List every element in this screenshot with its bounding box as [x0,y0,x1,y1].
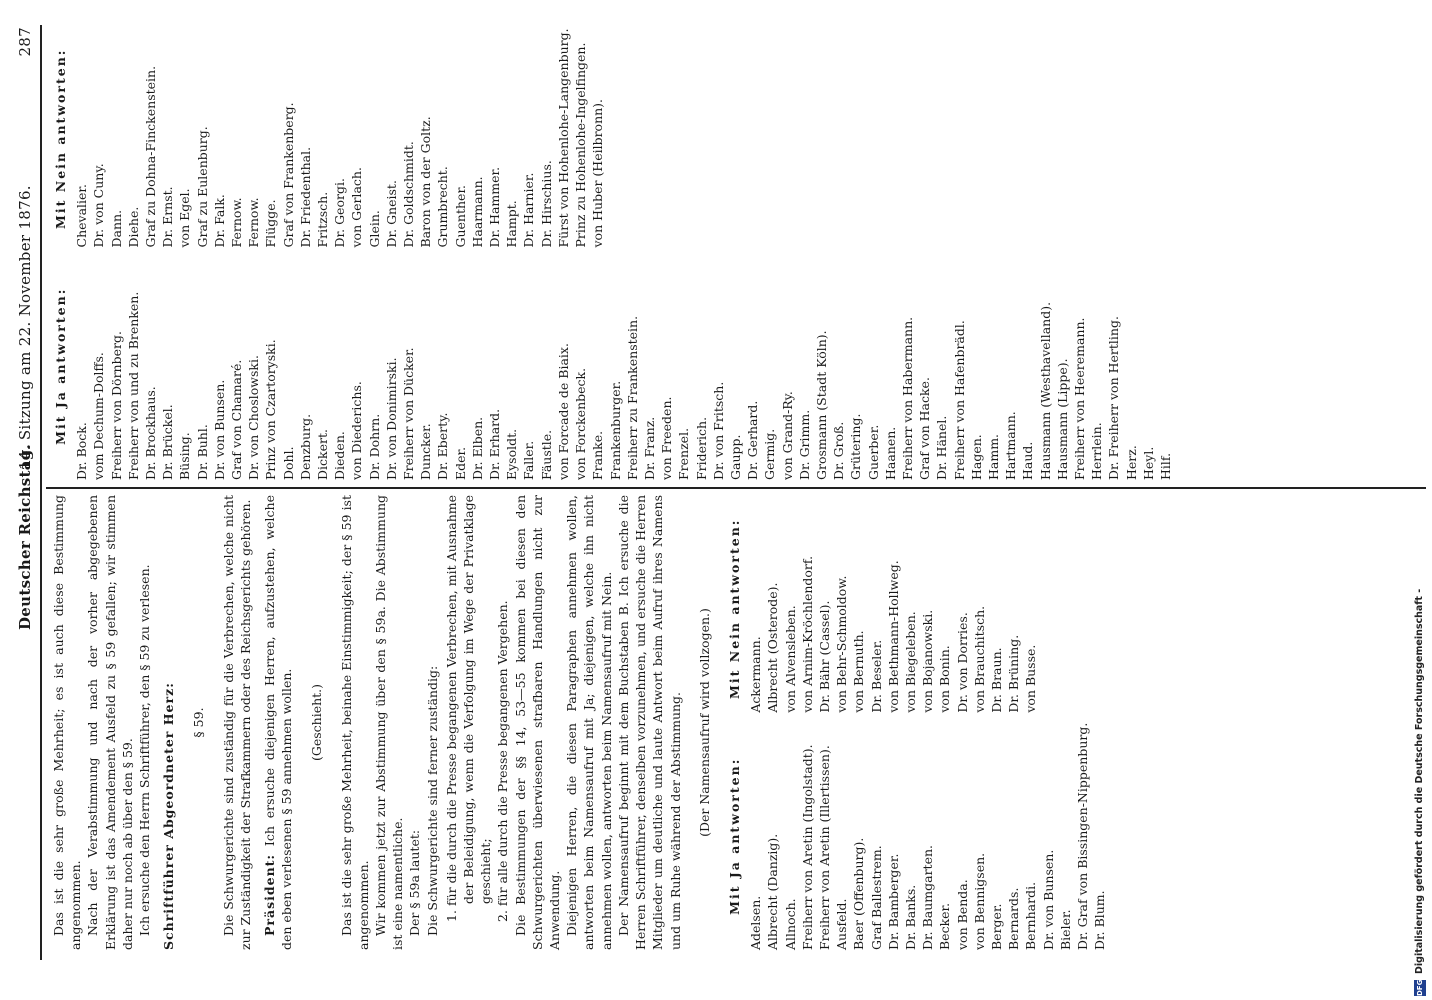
member-name: Dr. Groß. [831,421,847,480]
member-name: Ausfeld. [834,898,850,950]
member-name: Hagen. [968,434,984,480]
secretary-label: Schriftführer Abgeordneter Herz: [161,682,177,950]
member-name: Berger. [988,903,1004,950]
left-59a-items-paragraph: 2. für alle durch die Presse begangenen Vergehen. [495,600,511,922]
member-name: Grosmann (Stadt Köln). [813,330,829,480]
member-name: Germig. [762,428,778,480]
member-name: von Bojanowski. [920,609,936,713]
dfg-logo-icon: DFG [1416,979,1424,996]
member-name: Dohl. [280,446,296,480]
header-title: Deutscher Reichstag. [16,443,34,630]
member-name: von Arnim-Kröchlendorf. [799,555,815,713]
member-name: von Bonin. [937,645,953,713]
left-closing-paragraph: Diejenigen Herren, die diesen Paragraphen annehmen wollen, antworten beim Namensaufruf mit Ja; diejenigen, welche ihn nicht annehmen wollen, antworten beim Namensaufruf mit Nein. [564,495,614,950]
member-name: von Forcade de Biaix. [555,343,571,480]
member-name: Fäustle. [538,429,554,480]
member-name: Fürst von Hohenlohe-Langenburg. [555,28,571,248]
member-name: Diehe. [125,206,141,248]
member-name: Faller. [521,440,537,480]
header-rule [40,25,42,960]
member-name: Bernards. [1006,887,1022,950]
member-name: Dr. Braun. [988,647,1004,713]
section-59-text: Die Schwurgerichte sind zuständig für die Verbrechen, welche nicht zur Zuständigkeit der Strafkammern oder des Reichsgerichts gehören. [220,495,253,950]
member-name: Hausmann (Westhavelland). [1037,301,1053,480]
member-name: Freiherr von Aretin (Ingolstadt). [799,744,815,950]
left-vote-lists [747,495,1108,950]
page-number: 287 [16,27,34,57]
member-name: Dr. von Cuny. [91,163,107,248]
member-name: vom Dechum-Dolffs. [91,352,107,480]
member-name: Dr. Graf von Bissingen-Nippenburg. [1074,722,1090,950]
page-header [14,25,40,960]
member-name: Graf Ballestrem. [868,845,884,950]
left-intro-paragraph: Nach der Verabstimmung und nach der vorher abgegebenen Erklärung ist das Amendement Ausfeld zu § 59 gefallen; wir stimmen daher nur noch ab über den § 59. [85,495,135,950]
member-name: Graf zu Dohna-Finckenstein. [143,65,159,248]
left-closing [512,495,684,950]
member-name: von Benda. [954,879,970,950]
left-no-list [747,495,1108,713]
member-name: Ackermann. [748,636,764,713]
member-name: Graf von Frankenberg. [280,102,296,248]
member-name: von Behr-Schmoldow. [834,575,850,713]
member-name: von Diederichs. [349,381,365,480]
left-results-paragraph: Wir kommen jetzt zur Abstimmung über den § 59a. Die Abstimmung ist eine namentliche. [373,495,406,950]
member-name: Hampt. [504,200,520,248]
member-name: von Brauchitsch. [971,605,987,713]
stage-direction-1: (Geschieht.) [308,683,324,762]
header-session: 14. Sitzung am 22. November 1876. [16,185,34,470]
member-name: Dr. von Fritsch. [710,381,726,480]
member-name: Graf von Hacke. [917,377,933,480]
member-name: Albrecht (Danzig). [765,833,781,950]
member-name: Dr. Hammer. [487,166,503,248]
member-name: Dr. Georgi. [332,178,348,248]
member-name: Dr. Bamberger. [885,853,901,950]
member-name: von Grand-Ry. [779,391,795,480]
left-yes-heading: Mit Ja antworten: [726,757,742,915]
member-name: Bernhardi. [1023,881,1039,950]
left-closing-paragraph: Die Bestimmungen der §§ 14, 53—55 kommen bei diesen den Schwurgerichten überwiesenen strafbaren Handlungen nicht zur Anwendung. [512,495,563,950]
member-name: Freiherr von und zu Brenken. [125,291,141,480]
member-name: Dr. Hirschius. [538,160,554,248]
member-name: Chevalier. [74,184,90,248]
member-name: von Alvensleben. [782,605,798,713]
right-no-heading: Mit Nein antworten: [53,48,68,229]
left-results-paragraph: Der § 59a lautet: [407,829,423,936]
member-name: Dr. von Bunsen. [211,379,227,480]
member-name: Haud. [1020,441,1036,480]
member-name: Dr. von Dorries. [954,612,970,713]
member-name: Dr. Goldschmidt. [401,141,417,248]
member-name: Hartmann. [1003,411,1019,480]
column-divider [46,488,1426,490]
right-yes-heading: Mit Ja antworten: [53,287,68,445]
member-name: von Busse. [1023,644,1039,713]
member-name: Dr. Franz. [641,416,657,480]
member-name: von Bethmann-Hollweg. [885,560,901,713]
member-name: Grumbrecht. [435,166,451,248]
left-vote-headings [726,495,743,950]
member-name: Freiherr von Heeremann. [1071,317,1087,480]
member-name: Friderich. [693,416,709,480]
member-name: Dr. Brüning. [1006,634,1022,713]
member-name: Graf zu Eulenburg. [194,126,210,248]
member-name: Flügge. [263,199,279,248]
member-name: Dr. Brückel. [160,404,176,480]
left-column [50,495,1108,950]
member-name: Fritzsch. [315,191,331,248]
member-name: von Egel. [177,188,193,248]
member-name: von Biegeleben. [902,611,918,713]
member-name: von Gerlach. [349,167,365,248]
member-name: Hausmann (Lippe). [1054,358,1070,480]
member-name: Herz. [1123,445,1139,480]
member-name: Guenther. [452,184,468,248]
member-name: Freiherr von Dücker. [401,347,417,480]
member-name: Dr. Gerhard. [745,400,761,480]
member-name: Dr. Erhard. [487,408,503,480]
member-name: Dr. Bähr (Cassel). [816,600,832,713]
digitization-note [1414,0,1428,1000]
member-name: Haarmann. [469,176,485,248]
digitization-text: Digitalisierung gefördert durch die Deutsche Forschungsgemeinschaft - [1414,588,1425,974]
member-name: Dr. Hänel. [934,415,950,480]
member-name: Herrlein. [1089,422,1105,480]
member-name: Becker. [937,902,953,950]
member-name: Frankenburger. [607,380,623,480]
member-name: Bieler. [1057,909,1073,950]
section-59a-intro: Die Schwurgerichte sind ferner zuständig: [424,665,440,936]
member-name: Hilf. [1158,452,1173,480]
member-name: Frenzel. [676,427,692,480]
left-results-paragraph: Das ist die sehr große Mehrheit, beinahe Einstimmigkeit; der § 59 ist angenommen. [338,495,371,950]
member-name: von Bernuth. [851,630,867,713]
member-name: Fernow. [246,197,262,248]
member-name: Dieden. [332,431,348,480]
member-name: Dr. Grimm. [796,409,812,480]
member-name: von Forckenbeck. [573,367,589,480]
member-name: Freiherr von Dörnberg. [108,331,124,480]
stage-direction-2: (Der Namensaufruf wird vollzogen.) [697,608,713,837]
member-name: Dr. Bock. [74,422,90,480]
member-name: Eysoldt. [504,428,520,480]
member-name: Dickert. [315,429,331,480]
member-name: Baron von der Goltz. [418,116,434,248]
member-name: Dr. Gneist. [383,180,399,248]
member-name: Dr. Elben. [469,416,485,480]
member-name: Freiherr von Hafenbrädl. [951,320,967,480]
member-name: Dann. [108,209,124,248]
right-no-list [73,25,1174,248]
member-name: Glein. [366,210,382,248]
member-name: Dr. Brockhaus. [143,386,159,480]
member-name: Dr. Freiherr von Hertling. [1106,316,1122,480]
member-name: Grütering. [848,413,864,480]
member-name: Haanen. [882,426,898,480]
member-name: Dr. Buhl. [194,424,210,480]
member-name: Dr. Harnier. [521,172,537,248]
member-name: Prinz von Czartoryski. [263,339,279,480]
member-name: Büsing. [177,432,193,480]
member-name: Dr. Ernst. [160,186,176,248]
member-name: Albrecht (Osterode). [765,582,781,713]
president-statement: Präsident: Ich ersuche diejenigen Herren, aufzustehen, welche den eben verlesenen § 59 annehmen wollen. [262,495,295,950]
member-name: Freiherr zu Frankenstein. [624,315,640,480]
left-59a-items-paragraph: 1. für die durch die Presse begangenen Verbrechen, mit Ausnahme der Beleidigung, wenn die Verfolgung im Wege der Privatklage geschieht; [443,495,494,922]
member-name: Dr. Baumgarten. [920,845,936,950]
member-name: Freiherr von Habermann. [899,316,915,480]
right-yes-list [73,258,1174,481]
member-name: Guerber. [865,424,881,480]
section-59a-items [443,495,512,922]
member-name: Dr. Banks. [902,884,918,950]
member-name: Denzburg. [297,413,313,480]
member-name: Dr. Falk. [211,194,227,248]
right-column [50,25,1174,480]
member-name: Freiherr von Aretin (Illertissen). [816,745,832,950]
member-name: von Huber (Heilbronn). [590,98,606,248]
member-name: Dr. Friedenthal. [297,146,313,248]
left-intro-paragraph: Ich ersuche den Herrn Schriftführer, den § 59 zu verlesen. [137,564,153,936]
member-name: von Freeden. [659,396,675,480]
left-results [338,495,424,950]
member-name: Dr. von Bunsen. [1040,849,1056,950]
member-name: Eder. [452,446,468,480]
member-name: Dr. von Choslowski. [246,355,262,480]
member-name: Dr. Dohrn. [366,413,382,480]
member-name: Baer (Offenburg). [851,837,867,950]
member-name: Dr. Eberty. [435,412,451,480]
member-name: Adelsen. [748,895,764,950]
member-name: Graf von Chamaré. [229,359,245,480]
member-name: Dr. Beseler. [868,639,884,713]
member-name: Heyl. [1140,446,1156,480]
section-59-label: § 59. [190,707,206,738]
left-intro-paragraph: Das ist die sehr große Mehrheit; es ist auch diese Bestimmung angenommen. [51,495,84,950]
left-closing-paragraph: Der Namensaufruf beginnt mit dem Buchstaben B. Ich ersuche die Herren Schriftführer, denselben vorzunehmen, und ersuche die Herren Mitglieder um deutliche und laute Antwort beim Aufruf ihres Namens und um Ruhe während der Abstimmung. [615,495,683,950]
left-yes-list [747,723,1108,950]
left-no-heading: Mit Nein antworten: [726,518,742,699]
right-vote-headings [52,25,69,480]
member-name: Franke. [590,430,606,480]
member-name: Allnoch. [782,898,798,950]
member-name: Prinz zu Hohenlohe-Ingelfingen. [573,42,589,248]
member-name: Fernow. [229,197,245,248]
left-intro [50,495,153,950]
member-name: von Bennigsen. [971,852,987,950]
right-vote-lists [73,25,1174,480]
member-name: Duncker. [418,423,434,480]
member-name: Gaupp. [727,434,743,480]
member-name: Dr. Blum. [1092,890,1108,950]
member-name: Dr. von Donimirski. [383,357,399,480]
member-name: Hamm. [985,433,1001,480]
